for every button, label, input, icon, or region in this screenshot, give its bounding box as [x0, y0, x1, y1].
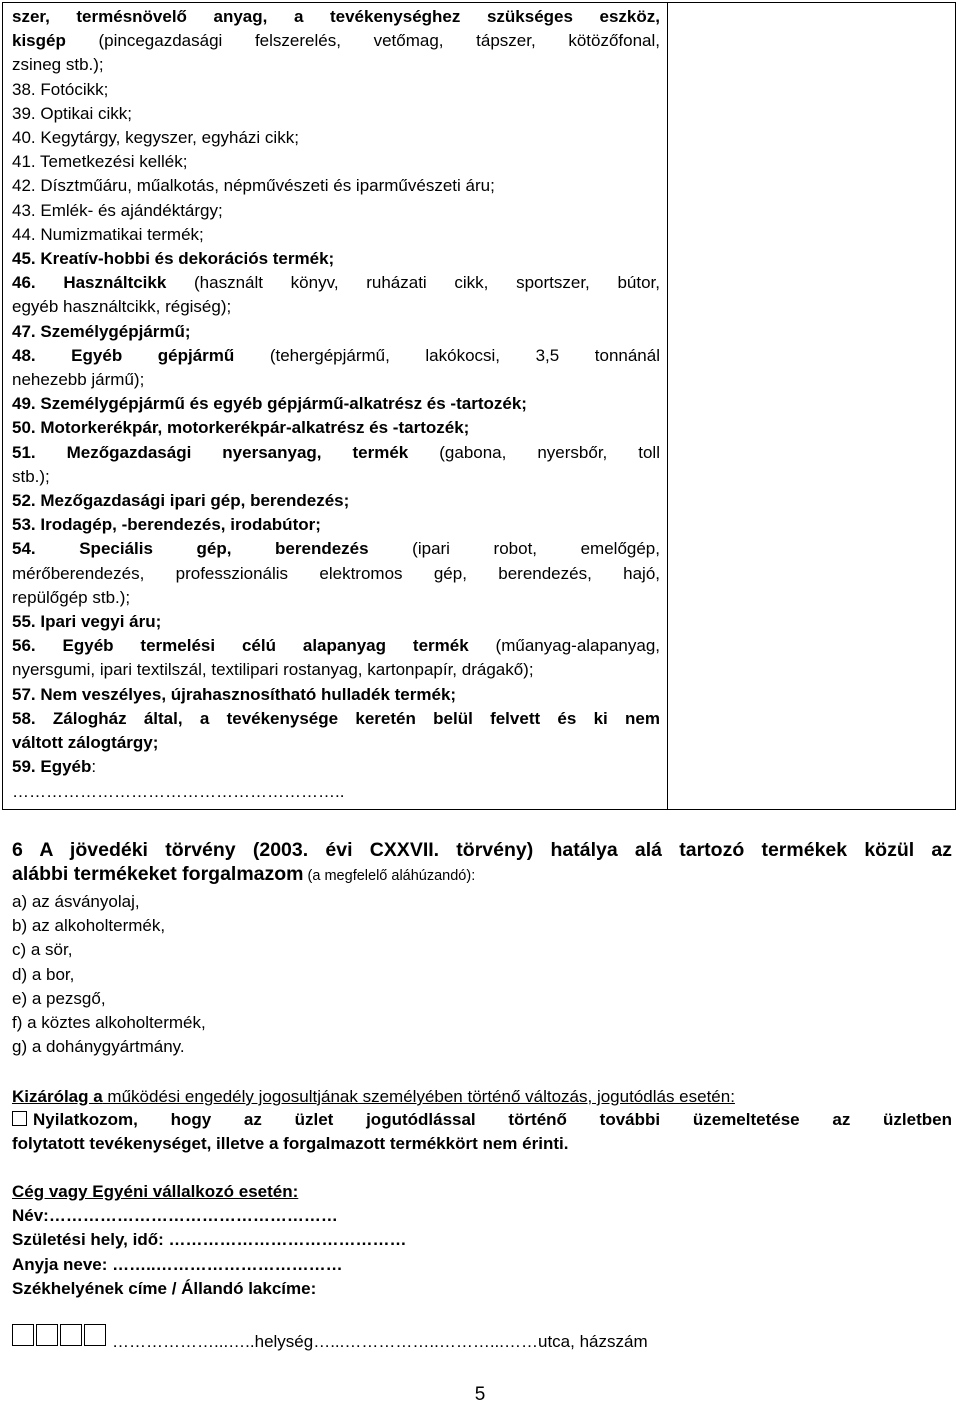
excise-product-options — [12, 890, 952, 1059]
declaration-line: Nyilatkozom, hogy az üzlet jogutódlással történő további üzemeltetése az üzletben — [12, 1108, 952, 1132]
list-item: nyersgumi, ipari textilszál, textilipari rostanyag, kartonpapír, drágakő); — [12, 660, 534, 680]
list-item: mérőberendezés, professzionális elektromos gép, berendezés, hajó, — [12, 563, 660, 583]
list-item: 49. Személygépjármű és egyéb gépjármű-alkatrész és -tartozék; — [12, 394, 527, 414]
list-item: 57. Nem veszélyes, újrahasznosítható hulladék termék; — [12, 684, 457, 704]
address-line — [12, 1316, 952, 1354]
postcode-box[interactable] — [12, 1324, 34, 1346]
list-item: repülőgép stb.); — [12, 587, 131, 607]
postcode-box[interactable] — [36, 1324, 58, 1346]
list-item: 44. Numizmatikai termék; — [12, 224, 204, 244]
list-item: 51. Mezőgazdasági nyersanyag, termék (gabona, nyersbőr, toll — [12, 442, 660, 462]
address-field[interactable]: ………………...…..helység…...……………..………...……utca, házszám — [112, 1332, 648, 1351]
postcode-box[interactable] — [60, 1324, 82, 1346]
list-item: zsineg stb.); — [12, 55, 104, 75]
product-list-table — [2, 2, 956, 810]
list-item: 58. Zálogház által, a tevékenysége keretén belül felvett és ki nem — [12, 708, 660, 728]
option-sparkling-wine[interactable]: e) a pezsgő, — [12, 988, 106, 1008]
section-6-heading — [12, 838, 952, 888]
option-tobacco-product[interactable]: g) a dohánygyártmány. — [12, 1037, 185, 1057]
option-intermediate-alcohol[interactable]: f) a köztes alkoholtermék, — [12, 1013, 206, 1033]
option-alcohol-product[interactable]: b) az alkoholtermék, — [12, 916, 166, 936]
succession-lead — [12, 1085, 952, 1109]
company-section — [12, 1180, 952, 1301]
name-field[interactable]: Név:…………………………………………… — [12, 1206, 338, 1226]
section-6-title-line: 6 A jövedéki törvény (2003. évi CXXVII. törvény) hatálya alá tartozó termékek közül az — [12, 839, 952, 861]
declaration-line: folytatott tevékenységet, illetve a forgalmazott termékkört nem érinti. — [12, 1134, 569, 1153]
list-item: nehezebb jármű); — [12, 370, 145, 390]
succession-declaration — [12, 1108, 952, 1156]
list-item: 55. Ipari vegyi áru; — [12, 612, 162, 632]
list-item: 41. Temetkezési kellék; — [12, 152, 188, 172]
list-item: váltott zálogtárgy; — [12, 733, 159, 753]
option-beer[interactable]: c) a sör, — [12, 940, 73, 960]
list-item: 43. Emlék- és ajándéktárgy; — [12, 200, 223, 220]
list-item: 53. Irodagép, -berendezés, irodabútor; — [12, 515, 321, 535]
list-item: 39. Optikai cikk; — [12, 103, 132, 123]
list-item: 42. Dísztműáru, műalkotás, népművészeti és iparművészeti áru; — [12, 176, 495, 196]
declaration-checkbox[interactable] — [12, 1111, 27, 1126]
seat-address-label: Székhelyének címe / Állandó lakcíme: — [12, 1278, 317, 1298]
list-item: stb.); — [12, 466, 50, 486]
birth-field[interactable]: Születési hely, idő: …………………………………… — [12, 1230, 407, 1250]
list-item: egyéb használtcikk, régiség); — [12, 297, 232, 317]
list-item: 56. Egyéb termelési célú alapanyag termék (műanyag-alapanyag, — [12, 636, 660, 656]
list-item: 40. Kegytárgy, kegyszer, egyházi cikk; — [12, 128, 299, 148]
list-item: kisgép (pincegazdasági felszerelés, vetőmag, tápszer, kötözőfonal, — [12, 31, 660, 51]
list-item: 54. Speciális gép, berendezés (ipari robot, emelőgép, — [12, 539, 660, 559]
product-list-cell — [12, 5, 660, 804]
list-item: 38. Fotócikk; — [12, 79, 109, 99]
list-item: 48. Egyéb gépjármű (tehergépjármű, lakókocsi, 3,5 tonnánál — [12, 345, 660, 365]
list-item: 52. Mezőgazdasági ipari gép, berendezés; — [12, 491, 350, 511]
postcode-box[interactable] — [84, 1324, 106, 1346]
list-item: szer, termésnövelő anyag, a tevékenységhez szükséges eszköz, — [12, 7, 660, 26]
list-item: 47. Személygépjármű; — [12, 321, 191, 341]
list-item: 45. Kreatív-hobbi és dekorációs termék; — [12, 249, 335, 269]
mother-name-field[interactable]: Anyja neve: ……..…………………………… — [12, 1254, 343, 1274]
other-dotted-line: ………………………………………………….. — [12, 781, 345, 801]
option-wine[interactable]: d) a bor, — [12, 964, 75, 984]
option-mineral-oil[interactable]: a) az ásványolaj, — [12, 892, 140, 911]
list-item: 50. Motorkerékpár, motorkerékpár-alkatrész és -tartozék; — [12, 418, 470, 438]
section-6-title-line: alábbi termékeket forgalmazom (a megfelelő aláhúzandó): — [12, 863, 476, 885]
list-item: 59. Egyéb: — [12, 757, 97, 777]
list-item: 46. Használtcikk (használt könyv, ruházati cikk, sportszer, bútor, — [12, 273, 660, 293]
company-heading: Cég vagy Egyéni vállalkozó esetén: — [12, 1182, 299, 1201]
table-column-divider — [667, 3, 668, 809]
page-number: 5 — [474, 1384, 486, 1405]
succession-lead-text: Kizárólag a működési engedély jogosultjának személyében történő változás, jogutódlás esetén: — [12, 1087, 735, 1106]
